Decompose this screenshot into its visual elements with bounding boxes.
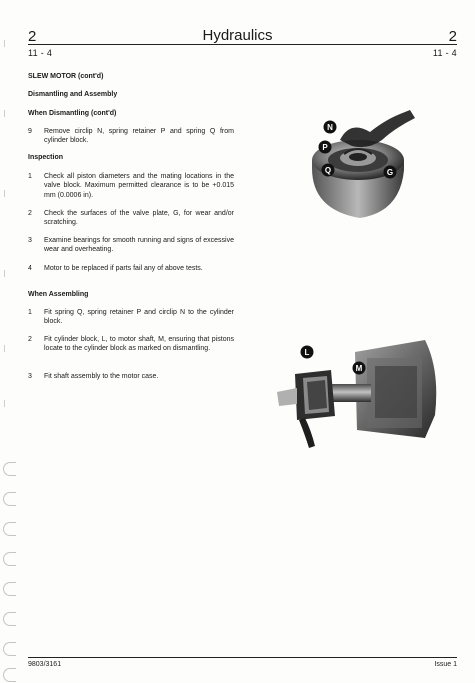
binder-mark [4, 40, 5, 47]
step-number: 2 [28, 336, 32, 343]
binder-ring-hole [3, 492, 16, 506]
subsection-number-right: 11 - 4 [432, 48, 457, 58]
section-heading: SLEW MOTOR (cont'd) [28, 73, 104, 80]
dismantling-heading: When Dismantling (cont'd) [28, 110, 117, 117]
cylinder-block-photo [300, 110, 420, 230]
step-text: Motor to be replaced if parts fail any of above tests. [44, 265, 203, 272]
step-number: 9 [28, 128, 32, 135]
step-text: Check the surfaces of the valve plate, G, for wear and/or scratching. [44, 210, 234, 227]
step-number: 4 [28, 265, 32, 272]
binder-ring-hole [3, 668, 16, 682]
issue-label: Issue 1 [434, 661, 457, 668]
step-text: Fit shaft assembly to the motor case. [44, 373, 159, 380]
subsection-number-left: 11 - 4 [28, 48, 53, 58]
callout-q: Q [324, 166, 332, 175]
footer-rule [28, 657, 457, 658]
binder-mark [4, 400, 5, 407]
step-text: Remove circlip N, spring retainer P and spring Q from cylinder block. [44, 128, 234, 145]
step-number: 1 [28, 309, 32, 316]
binder-ring-hole [3, 612, 16, 626]
binder-ring-hole [3, 552, 16, 566]
shaft-assembly-photo [275, 330, 445, 455]
step-text: Examine bearings for smooth running and signs of excessive wear and overheating. [44, 237, 234, 254]
binder-ring-hole [3, 642, 16, 656]
step-number: 1 [28, 173, 32, 180]
section-subheading: Dismantling and Assembly [28, 91, 118, 98]
document-number: 9803/3161 [28, 661, 62, 668]
step-text: Fit cylinder block, L, to motor shaft, M, ensuring that pistons locate to the cylinder block as marked on dismantling. [44, 336, 234, 353]
section-number-right: 2 [448, 28, 457, 45]
step-number: 2 [28, 210, 32, 217]
callout-p: P [322, 143, 328, 152]
step-number: 3 [28, 373, 32, 380]
callout-m: M [355, 364, 363, 373]
binder-mark [4, 190, 5, 197]
callout-g: G [386, 168, 394, 177]
callout-n: N [327, 123, 333, 132]
inspection-heading: Inspection [28, 154, 64, 161]
callout-l: L [304, 348, 310, 357]
binder-ring-hole [3, 522, 16, 536]
step-text: Check all piston diameters and the mating locations in the valve block. Maximum permitted clearance is to be +0.015 mm (0.0006 in). [44, 173, 234, 199]
binder-ring-hole [3, 582, 16, 596]
header-rule [28, 44, 457, 45]
assembling-heading: When Assembling [28, 291, 89, 298]
binder-mark [4, 270, 5, 277]
section-number-left: 2 [28, 28, 37, 45]
binder-mark [4, 345, 5, 352]
binder-ring-hole [3, 462, 16, 476]
page-title: Hydraulics [202, 27, 273, 44]
step-text: Fit spring Q, spring retainer P and circlip N to the cylinder block. [44, 309, 234, 326]
step-number: 3 [28, 237, 32, 244]
binder-mark [4, 110, 5, 117]
